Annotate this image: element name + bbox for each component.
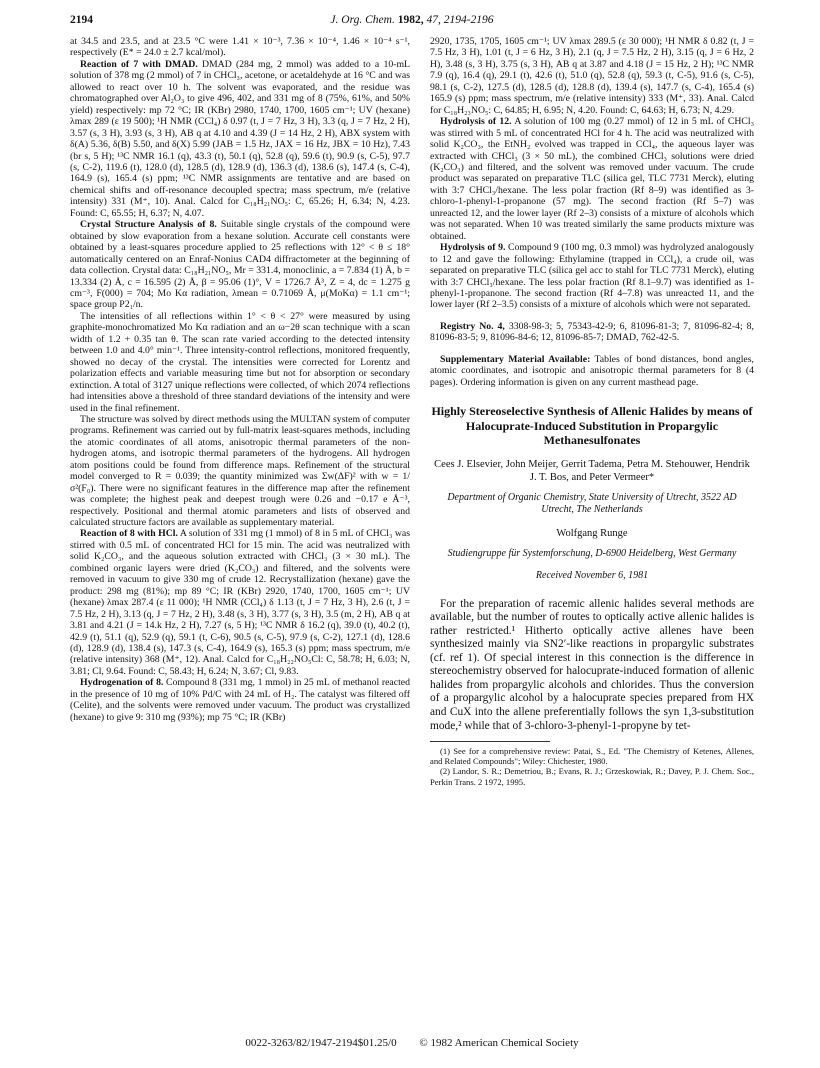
page-number: 2194 bbox=[70, 14, 93, 26]
footnote: (2) Landor, S. R.; Demetriou, B.; Evans, R. J.; Grzeskowiak, R.; Davey, P. J. Chem. Soc., Perkin Trans. 2 1972, 1995. bbox=[430, 766, 754, 787]
section-lead: Hydrolysis of 12. bbox=[440, 116, 512, 128]
footnote-rule bbox=[430, 741, 550, 742]
body-paragraph: Crystal Structure Analysis of 8. Suitable single crystals of the compound were obtained by slow evaporation from a hexane solution. Accurate cell constants were obtained by a least-squares procedure applied to 25 reflections with 12° < θ ≤ 18° automatically centered on an Enraf-Nonius CAD4 diffractometer at the beginning of data collection. Crystal data: C₁₈H₂₁NO₅, Mr = 331.4, monoclinic, a = 7.834 (1) Å, b = 13.334 (2) Å, c = 16.595 (2) Å, β = 95.06 (1)°, V = 1726.7 Å³, Z = 4, dc = 1.275 g cm⁻³, F(000) = 704; Mo Kα radiation, λmean = 0.71069 Å, μ(MoKα) = 1.1 cm⁻¹; space group P2₁/n. bbox=[70, 219, 410, 311]
body-paragraph: The structure was solved by direct methods using the MULTAN system of computer programs. Refinement was carried out by full-matrix least-squares methods, including the atomic coordinates of all atoms, anisotropic thermal parameters of the non-hydrogen atoms, and isotropic thermal parameters of the hydrogens. All hydrogen atom positions could be found from difference maps. Refinement of the structural model converged to R = 0.039; the quantity minimized was Σw(ΔF)² with w = 1/σ²(F₀). There were no significant features in the difference map after the refinement was complete; the highest peak and deepest trough were 0.26 and −0.17 e Å⁻³, respectively. Positional and thermal atomic parameters and lists of observed and calculated structure factors are available as supplementary material. bbox=[70, 413, 410, 529]
left-column bbox=[70, 36, 410, 723]
section-lead: Hydrolysis of 9. bbox=[440, 242, 506, 254]
received-date: Received November 6, 1981 bbox=[535, 570, 649, 582]
article-title: Highly Stereoselective Synthesis of Allenic Halides by means of Halocuprate-Induced Substitution in Propargylic Methanesulfonates bbox=[431, 404, 753, 448]
journal-pages: 2194-2196 bbox=[443, 14, 494, 26]
footnote: (1) See for a comprehensive review: Patai, S., Ed. "The Chemistry of Ketenes, Allenes, and Related Compounds"; Wiley: Chichester, 1980. bbox=[430, 746, 754, 767]
article-authors: Cees J. Elsevier, John Meijer, Gerrit Tadema, Petra M. Stehouwer, Hendrik J. T. Bos, and Peter Vermeer* bbox=[434, 458, 750, 483]
section-lead: Reaction of 8 with HCl. bbox=[80, 528, 178, 540]
journal-name: J. Org. Chem. bbox=[330, 14, 395, 26]
journal-volume: 47, bbox=[426, 14, 441, 26]
introduction-paragraph: For the preparation of racemic allenic halides several methods are available, but the number of routes to optically active allenic halides is rather restricted.¹ Hitherto optically active allenes have been synthesized mainly via SN2′-like reactions in propargylic substrates (cf. ref 1). Of special interest in this connection is the difference in stereochemistry observed for halocuprate-induced formation of allenic halides from propargylic alcohols and chlorides. Thus the conversion of a propargylic alcohol by a halocuprate species prepared from HX and CuX into the allene preferentially follows the syn 1,3-substitution mode,² while that of 3-chloro-3-phenyl-1-propyne by tet- bbox=[430, 597, 754, 732]
author-affiliation: Department of Organic Chemistry, State University of Utrecht, 3522 AD Utrecht, The Netherlands bbox=[447, 491, 737, 516]
section-lead: Reaction of 7 with DMAD. bbox=[80, 58, 198, 70]
second-affiliation: Studiengruppe für Systemforschung, D-6900 Heidelberg, West Germany bbox=[447, 547, 737, 559]
body-paragraph: at 34.5 and 23.5, and at 23.5 °C were 1.41 × 10⁻³, 7.36 × 10⁻⁴, 1.46 × 10⁻⁴ s⁻¹, respectively (E* = 24.0 ± 2.7 kcal/mol). bbox=[70, 36, 410, 59]
body-paragraph: Hydrolysis of 9. Compound 9 (100 mg, 0.3 mmol) was hydrolyzed analogously to 12 and gave the following: Ethylamine (trapped in CCl₄), a crude oil, was separated on preparative TLC (silica gel acc to stahl for TLC 7731 Merck), eluting with 3:7 CHCl₃/hexane. The less polar fraction (Rf 8.1–9.7) was identified as 1-phenyl-1-propanone. The second fraction (Rf 4–7.8) was unreacted 11, and the lower layer (Rf 2–3.5) consists of a mixture of alcohols which were not separated. bbox=[430, 242, 754, 311]
article-code: 0022-3263/82/1947-2194$01.25/0 bbox=[245, 1037, 397, 1049]
section-lead: Crystal Structure Analysis of 8. bbox=[80, 219, 217, 231]
registry-paragraph: Registry No. 4, 3308-98-3; 5, 75343-42-9; 6, 81096-81-3; 7, 81096-82-4; 8, 81096-83-5; 9, 81096-84-6; 12, 81096-85-7; DMAD, 762-42-5. bbox=[430, 320, 754, 344]
second-author: Wolfgang Runge bbox=[556, 527, 628, 539]
page-footer bbox=[70, 1037, 754, 1049]
body-paragraph: Hydrolysis of 12. A solution of 100 mg (0.27 mmol) of 12 in 5 mL of CHCl₃ was stirred with 5 mL of concentrated HCl for 4 h. The acid was neutralized with solid K₂CO₃, the EtNH₂ evolved was trapped in CCl₄, the aqueous layer was extracted with CHCl₃ (3 × 50 mL), the combined CHCl₃ solutions were dried (K₂CO₃) and filtered, and the solvent was removed under vacuum. The crude product was separated on preparative TLC (silica gel, TLC 7731 Merck), eluting with 3:7 CHCl₃/hexane. The less polar fraction (Rf 8–9) was identified as 3-chloro-1-phenyl-1-propanone (57 mg). The second fraction (Rf 5–7) was unreacted 12, and the lower layer (Rf 2–3) consists of a mixture of alcohols which was not separated. When 10 was treated similarly the same products mixture was obtained. bbox=[430, 116, 754, 242]
section-lead: Hydrogenation of 8. bbox=[80, 677, 164, 689]
right-column bbox=[430, 36, 754, 787]
section-lead: Supplementary Material Available: bbox=[440, 353, 591, 365]
page-header bbox=[70, 14, 754, 30]
body-paragraph: Reaction of 7 with DMAD. DMAD (284 mg, 2 mmol) was added to a 10-mL solution of 378 mg (2 mmol) of 7 in CHCl₃, acetone, or acetaldehyde at 16 °C and was allowed to react over 10 h. The solvent was evaporated, and the residue was chromatographed over Al₂O₃ to give 496, 402, and 331 mg of 8 (75%, 61%, and 50% yield) respectively: mp 72 °C; IR (KBr) 2980, 1740, 1700, 1605 cm⁻¹; UV (hexane) λmax 289 (ε 19 500); ¹H NMR (CCl₄) δ 0.97 (t, J = 7 Hz, 3 H), 3.3 (q, J = 7 Hz, 2 H), 3.57 (s, 3 H), 3.93 (s, 3 H), AB q at 4.10 and 4.39 (J = 14 Hz, 2 H), ABX system with δ(A) 5.36, δ(B) 5.50, and δ(X) 5.99 (JAB = 1.5 Hz, JAX = 16 Hz, JBX = 10 Hz), 7.43 (br s, 5 H); ¹³C NMR 16.1 (q), 43.3 (t), 50.1 (q), 52.8 (q), 59.6 (t), 90.9 (s, C-5), 97.7 (s, C-2), 119.6 (t), 128.0 (d), 128.5 (d), 128.9 (d), 136.3 (d), 138.6 (s), 147.4 (s, C-4), 164.9 (s), 165.4 (s) ppm; ¹³C NMR assignments are tentative and are based on chemical shifts and off-resonance decoupled spectra; mass spectrum, m/e (relative intensity) 331 (M⁺, 10). Anal. Calcd for C₁₈H₂₁NO₅: C, 65.26; H, 6.34; N, 4.23. Found: C, 65.55; H, 6.37; N, 4.07. bbox=[70, 58, 410, 219]
section-lead: Registry No. 4, bbox=[440, 320, 505, 332]
body-paragraph: 2920, 1735, 1705, 1605 cm⁻¹; UV λmax 289.5 (ε 30 000); ¹H NMR δ 0.82 (t, J = 7.5 Hz, 3 H), 1.01 (t, J = 6 Hz, 3 H), 2.1 (q, J = 7.5 Hz, 2 H), 3.15 (q, J = 6 Hz, 2 H), 3.48 (s, 3 H), 3.75 (s, 3 H), AB q at 3.87 and 4.18 (J = 15 Hz, 2 H); ¹³C NMR 7.9 (q), 16.4 (q), 29.1 (t), 42.6 (t), 51.0 (q), 52.8 (q), 59.3 (t, C-5), 91.6 (s, C-5), 98.1 (s, C-2), 127.5 (d), 128.5 (d), 128.8 (d), 139.4 (s), 147.7 (s, C-4), 165.4 (s) 165.9 (s) ppm; mass spectrum, m/e (relative intensity) 333 (M⁺, 33). Anal. Calcd for C₁₈H₂₃NO₅: C, 64.85; H, 6.95; N, 4.20. Found: C, 64.63; H, 6.73; N, 4.29. bbox=[430, 36, 754, 116]
supplementary-paragraph: Supplementary Material Available: Tables of bond distances, bond angles, atomic coordinates, and isotropic and anisotropic thermal parameters for 8 (4 pages). Ordering information is given on any current masthead page. bbox=[430, 353, 754, 388]
body-paragraph: Reaction of 8 with HCl. A solution of 331 mg (1 mmol) of 8 in 5 mL of CHCl₃ was stirred with 0.5 mL of concentrated HCl for 15 min. The acid was neutralized with solid K₂CO₃, and the aqueous solution extracted with CHCl₃ (3 × 30 mL). The combined organic layers were dried (K₂CO₃) and filtered, and the solvents were removed in vacuum to give 330 mg of crude 12. Recrystallization (hexane) gave the product: 298 mg (81%); mp 89 °C; IR (KBr) 2920, 1740, 1700, 1605 cm⁻¹; UV (hexane) λmax 287.4 (ε 11 000); ¹H NMR (CCl₄) δ 1.13 (t, J = 7 Hz, 3 H), 2.6 (t, J = 7.5 Hz, 2 H), 3.13 (q, J = 7 Hz, 2 H), 3.48 (s, 3 H), 3.77 (s, 3 H), 3.5 (m, 2 H), AB q at 3.81 and 4.21 (J = 14.k Hz, 2 H), 7.27 (s, 5 H); ¹³C NMR δ 16.2 (q), 39.0 (t), 40.2 (t), 42.9 (t), 51.1 (q), 52.9 (q), 59.1 (t, C-6), 90.5 (s, C-5), 97.9 (s, C-2), 127.1 (d), 128.6 (d), 128.9 (d), 138.4 (s), 147.3 (s, C-4), 164.9 (s), 165.3 (s) ppm; mass spectrum, m/e (relative intensity) 368 (M⁺, 12). Anal. Calcd for C₁₈H₂₂NO₅Cl: C, 58.78; H, 6.03; N, 3.81; Cl, 9.64. Found: C, 58.43; H, 6.24; N, 3.67; Cl, 9.83. bbox=[70, 528, 410, 677]
journal-year: 1982, bbox=[397, 14, 424, 26]
body-paragraph: Hydrogenation of 8. Compound 8 (331 mg, 1 mmol) in 25 mL of methanol reacted in the presence of 10 mg of 10% Pd/C with 24 mL of H₂. The catalyst was filtered off (Celite), and the solvents were removed under vacuum. The product was crystallized (hexane) to give 9: 310 mg (93%); mp 75 °C; IR (KBr) bbox=[70, 677, 410, 723]
journal-citation bbox=[70, 14, 754, 26]
copyright-notice: © 1982 American Chemical Society bbox=[419, 1037, 579, 1049]
body-paragraph: The intensities of all reflections within 1° < θ < 27° were measured by using graphite-monochromatized Mo Kα radiation and an ω−2θ scan technique with a scan width of 1.2 + 0.35 tan θ. The scan rate varied according to the detected intensity between 1.0 and 4.0° min⁻¹. Three intensity-control reflections, monitored frequently, showed no decay of the crystal. The intensities were corrected for Lorentz and polarization effects and variable measuring time but not for absorption or secondary extinction. A total of 3127 unique reflections were collected, of which 2074 reflections had intensities above a threshold of three standard deviations of the intensity and were used in the final refinement. bbox=[70, 310, 410, 414]
